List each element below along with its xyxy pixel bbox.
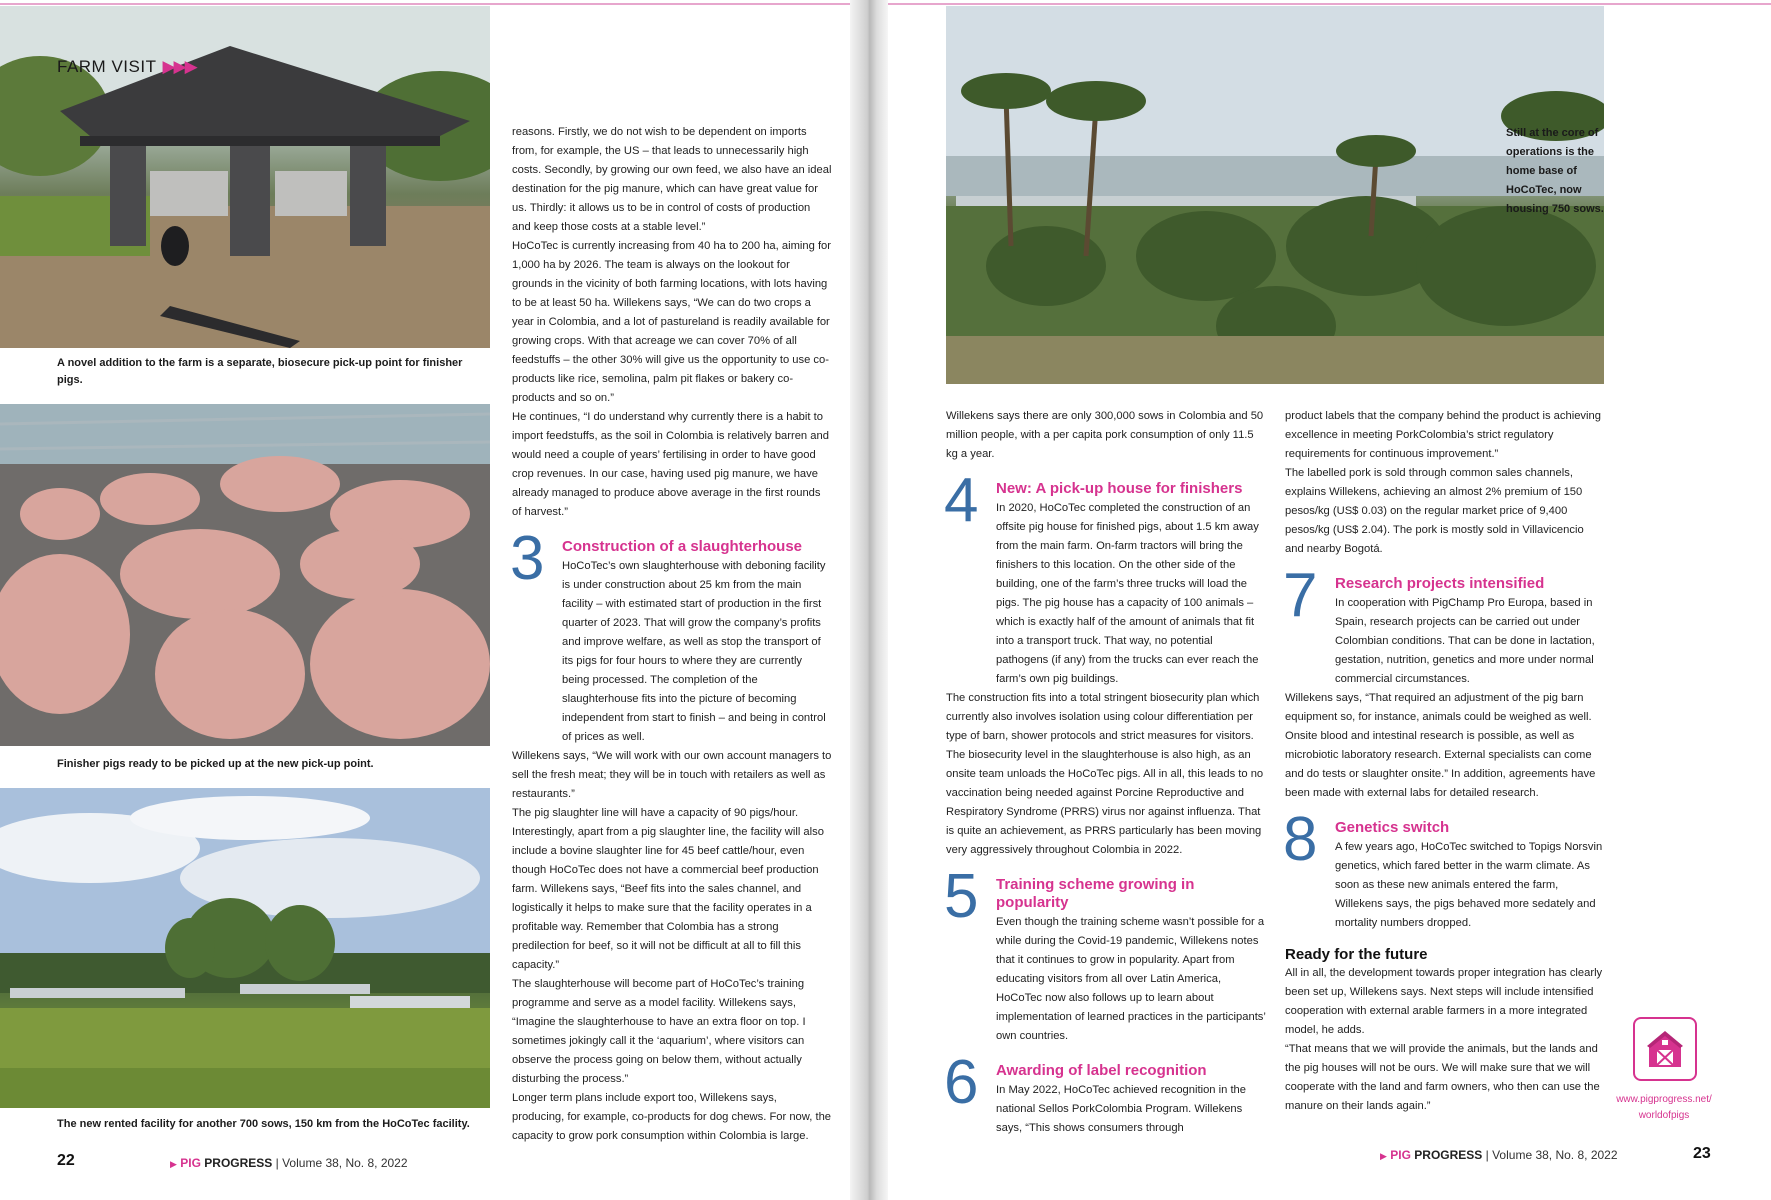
section-label-text: FARM VISIT bbox=[57, 57, 157, 76]
footer-issue: | Volume 38, No. 8, 2022 bbox=[1485, 1148, 1618, 1162]
paragraph: The slaughterhouse will become part of HoCoTec’s training programme and serve as a model facility. Willekens says, “Imagine the slaughterhouse to have an extra floor on top. I sometimes jokingly call it the ‘aquarium’, where visitors can observe the process going on below them, without actually disturbing the process.” bbox=[512, 978, 806, 1085]
left-page bbox=[0, 0, 850, 1200]
paragraph: HoCoTec’s own slaughterhouse with deboning facility is under construction about 25 km from the main facility – with estimated start of production in the first quarter of 2023. That will grow the company’s profits and improve welfare, as well as stop the transport of its pigs for four hours to where they are currently being processed. The completion of the slaughterhouse fits into the picture of becoming independent from start to finish – and being in control of prices as well. bbox=[562, 560, 826, 743]
section-label bbox=[57, 57, 196, 77]
paragraph: Even though the training scheme wasn’t possible for a while during the Covid-19 pandemic, Willekens notes that it continues to grow in popularity. Apart from educating visitors from all over Latin America, HoCoTec now also follows up to learn about implementation of learned practices in the participants’ own countries. bbox=[996, 916, 1266, 1042]
paragraph: Willekens says, “That required an adjustment of the pig barn equipment so, for instance, animals could be weighed as well. Onsite blood and intestinal research is possible, as well as microbiotic laboratory research. External specialists can come and do tests or slaughter onsite.” In addition, agreements have been made with external labs for detailed research. bbox=[1285, 692, 1596, 799]
section-heading: Awarding of label recognition bbox=[996, 1062, 1207, 1079]
section-number: 7 bbox=[1283, 561, 1318, 630]
side-caption-home-base: Still at the core of operations is the home base of HoCoTec, now housing 750 sows. bbox=[1506, 127, 1604, 215]
barn-logo-icon bbox=[1633, 1017, 1697, 1081]
footer-issue: | Volume 38, No. 8, 2022 bbox=[275, 1156, 408, 1170]
footer-left bbox=[170, 1156, 408, 1170]
footer-brand-pig: PIG bbox=[180, 1156, 201, 1170]
barn-logo-glyph bbox=[1635, 1019, 1695, 1079]
paragraph: The construction fits into a total stringent biosecurity plan which currently also involves isolation using colour differentiation per type of barn, shower protocols and strict measures for visitors. The biosecurity level in the slaughterhouse is also high, as an onsite team unloads the HoCoTec pigs. All in all, this leads to no vaccination being needed against Porcine Reproductive and Respiratory Syndrome (PRRS) virus nor against influenza. That is quite an achievement, as PRRS particularly has been moving very aggressively throughout Colombia in 2022. bbox=[946, 692, 1264, 856]
paragraph: The pig slaughter line will have a capacity of 90 pigs/hour. Interestingly, apart from a pig slaughter line, the facility will also include a bovine slaughter line for 45 beef cattle/hour, even though HoCoTec does not have a commercial beef production farm. Willekens says, “Beef fits into the sales channel, and logistically it helps to make sure that the facility operates in a profitable way. Remember that Colombia has a strong predilection for beef, so it will not be difficult at all to fill this capacity.” bbox=[512, 807, 824, 971]
paragraph: In May 2022, HoCoTec achieved recognition in the national Sellos PorkColombia Program. Willekens says, “This shows consumers through bbox=[996, 1084, 1247, 1134]
paragraph: “That means that we will provide the animals, but the lands and the pig houses will not be ours. We will make sure that we will cooperate with the land and farm owners, who then can use the manure on their lands again.” bbox=[1285, 1043, 1600, 1112]
footer-triangle-icon: ▶ bbox=[1380, 1151, 1387, 1161]
section-heading: Research projects intensified bbox=[1335, 575, 1545, 592]
paragraph: The labelled pork is sold through common sales channels, explains Willekens, achieving an almost 2% premium of 150 pesos/kg (US$ 0.03) on the regular market price of 9,400 pesos/kg (US$ 2.04). The pork is mostly sold in Villavicencio and nearby Bogotá. bbox=[1285, 467, 1584, 555]
paragraph: HoCoTec is currently increasing from 40 ha to 200 ha, aiming for 1,000 ha by 2026. The team is always on the lookout for grounds in the vicinity of both farming locations, with lots having to be at least 50 ha. Willekens says, “We can do two crops a year in Colombia, and a lot of pastureland is readily available for growing crops. With that acreage we can cover 70% of all feedstuffs – the other 30% will give us the opportunity to use co-products like rice, semolina, palm pit flakes or bakery co-products and so on.” bbox=[512, 240, 831, 404]
section-heading: Construction of a slaughterhouse bbox=[562, 538, 803, 555]
paragraph: Willekens says there are only 300,000 sows in Colombia and 50 million people, with a per capita pork consumption of only 11.5 kg a year. bbox=[946, 410, 1264, 460]
paragraph: A few years ago, HoCoTec switched to Topigs Norsvin genetics, which fared better in the warm climate. As soon as these new animals entered the farm, Willekens says, the pigs behaved more sedately and mortality numbers dropped. bbox=[1335, 841, 1603, 929]
section-heading: New: A pick-up house for finishers bbox=[996, 480, 1243, 497]
footer-right bbox=[1380, 1148, 1618, 1162]
rented-facility-illustration bbox=[0, 788, 490, 1108]
section-heading: Genetics switch bbox=[1335, 819, 1450, 836]
footer-brand-pig: PIG bbox=[1390, 1148, 1411, 1162]
section-heading: Training scheme growing in popularity bbox=[996, 876, 1195, 911]
section-7 bbox=[1283, 561, 1605, 689]
top-rule bbox=[0, 3, 850, 5]
section-number: 6 bbox=[944, 1048, 979, 1117]
section-4 bbox=[944, 466, 1266, 689]
caption-rented-facility: The new rented facility for another 700 sows, 150 km from the HoCoTec facility. bbox=[57, 1118, 470, 1130]
paragraph: Longer term plans include export too, Willekens says, producing, for example, co-products for dog chews. For now, the capacity to grow pork consumption within Colombia is large. bbox=[512, 1092, 832, 1142]
web-link-line-1[interactable]: www.pigprogress.net/ bbox=[1616, 1094, 1712, 1105]
caption-finisher-pigs: Finisher pigs ready to be picked up at the new pick-up point. bbox=[57, 758, 374, 770]
footer-brand-progress: PROGRESS bbox=[1414, 1148, 1483, 1162]
page-number-right: 23 bbox=[1693, 1145, 1711, 1162]
paragraph: In cooperation with PigChamp Pro Europa, based in Spain, research projects can be carried out under Colombian conditions. That can be done in lactation, gestation, nutrition, genetics and more under normal commercial circumstances. bbox=[1335, 597, 1595, 685]
right-page bbox=[888, 0, 1771, 1200]
paragraph: He continues, “I do understand why currently there is a habit to import feedstuffs, as the soil in Colombia is relatively barren and would need a couple of years’ fertilising in order to have good crop revenues. In our case, having used pig manure, we have already managed to produce above average in the first rounds of harvest.” bbox=[512, 411, 829, 518]
paragraph: In 2020, HoCoTec completed the construction of an offsite pig house for finished pigs, about 1.5 km away from the main farm. On-farm tractors will bring the finishers to this location. On the other side of the building, one of the farm’s three trucks will load the pigs. The pig house has a capacity of 100 animals – which is exactly half of the amount of animals that fit into a transport truck. That way, no potential pathogens (if any) from the trucks can ever reach the farm’s own pig buildings. bbox=[996, 502, 1259, 685]
paragraph: reasons. Firstly, we do not wish to be dependent on imports from, for example, the US – that leads to unnecessarily high costs. Secondly, by growing our own feed, we also have an ideal destination for the pig manure, which can have great value for us. Thirdly: it allows us to be in control of costs of production and keep those costs at a stable level.” bbox=[512, 126, 832, 233]
page-number-left: 22 bbox=[57, 1152, 75, 1169]
caption-pickup-point: A novel addition to the farm is a separate, biosecure pick-up point for finisher pigs. bbox=[57, 357, 463, 386]
left-text-column bbox=[512, 123, 832, 1146]
web-link[interactable] bbox=[1608, 1092, 1720, 1124]
paragraph: Willekens says, “We will work with our own account managers to sell the fresh meat; they will be in touch with retailers as well as restaurants.” bbox=[512, 750, 832, 800]
paragraph: product labels that the company behind the product is achieving excellence in meeting PorkColombia’s strict regulatory requirements for continuous improvement.” bbox=[1285, 410, 1601, 460]
section-number: 3 bbox=[510, 524, 545, 593]
section-5 bbox=[944, 862, 1266, 1046]
section-number: 8 bbox=[1283, 805, 1318, 874]
triple-arrow-icon: ▶▶▶ bbox=[162, 57, 196, 76]
paragraph: All in all, the development towards proper integration has clearly been set up, Willekens says. Next steps will include intensified cooperation with external arable farmers in a more integrated model, he adds. bbox=[1285, 967, 1603, 1036]
spine-gutter bbox=[850, 0, 888, 1200]
section-number: 4 bbox=[944, 466, 979, 535]
footer-brand-progress: PROGRESS bbox=[204, 1156, 273, 1170]
photo-finisher-pigs bbox=[0, 404, 490, 746]
right-text-column-1 bbox=[946, 407, 1266, 1138]
ready-heading: Ready for the future bbox=[1285, 946, 1428, 963]
photo-rented-facility bbox=[0, 788, 490, 1108]
finisher-pigs-illustration bbox=[0, 404, 490, 746]
section-8 bbox=[1283, 805, 1605, 933]
web-link-line-2[interactable]: worldofpigs bbox=[1638, 1110, 1690, 1121]
section-3 bbox=[510, 524, 832, 747]
footer-triangle-icon: ▶ bbox=[170, 1159, 177, 1169]
top-rule bbox=[888, 3, 1771, 5]
right-text-column-2 bbox=[1285, 407, 1605, 1116]
section-number: 5 bbox=[944, 862, 979, 931]
section-6 bbox=[944, 1048, 1266, 1138]
